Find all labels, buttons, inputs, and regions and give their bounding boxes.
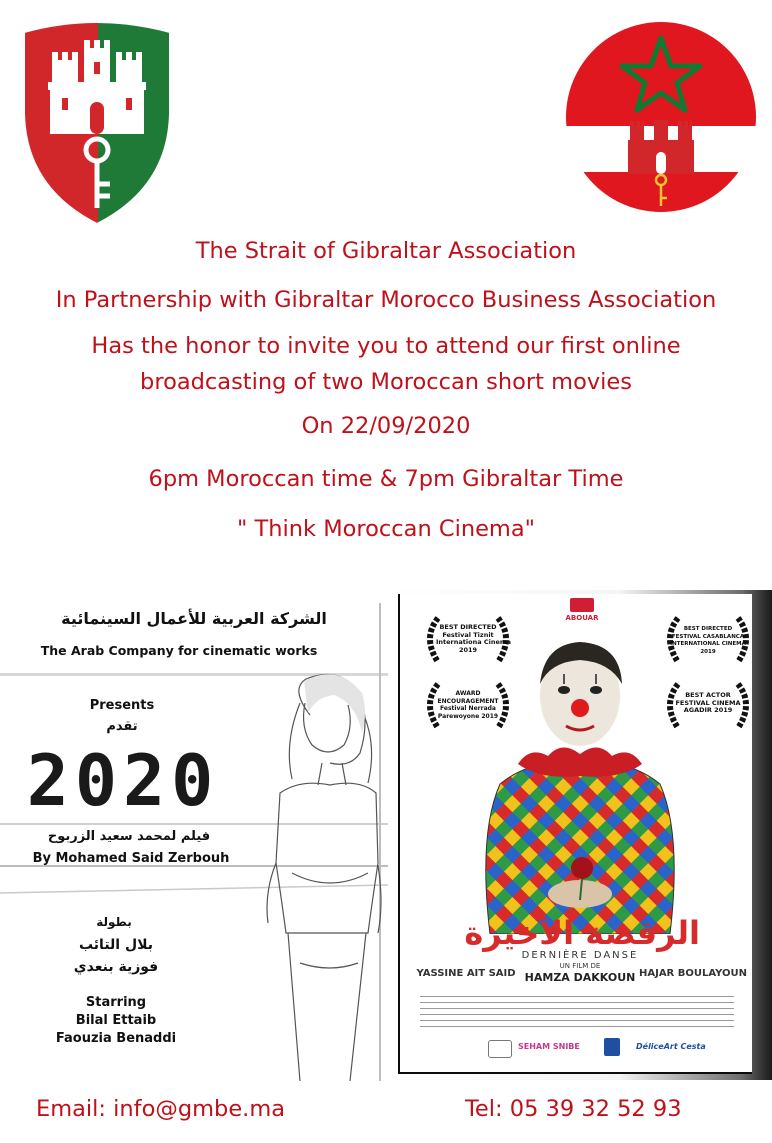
event-date: On 22/09/2020 [301,413,471,439]
invitation-line: Has the honor to invite you to attend our first online [91,333,681,359]
clown-figure [470,634,690,934]
studio-name: ABOUAR [565,614,599,622]
movie-title-arabic: الرقصة الأخيرة [464,914,700,952]
studio-logo-icon [570,598,594,612]
association-name: The Strait of Gibraltar Association [195,238,577,264]
association-shield-logo [18,18,176,226]
actor2-english: Faouzia Benaddi [55,1031,177,1046]
partnership-line: In Partnership with Gibraltar Morocco Business Association [55,287,717,313]
presents-arabic: تقدم [106,719,138,734]
moroccan-flag-emblem [566,22,756,212]
actor1-english: Bilal Ettaib [75,1013,157,1028]
director-name: HAMZA DAKKOUN [524,971,636,984]
starring-english: Starring [85,995,147,1010]
credits-line [420,1014,734,1015]
starring-arabic: بطولة [96,915,132,929]
sponsor-seham-snibe: SEHAM SNIBE [518,1042,580,1051]
film-de-label: UN FILM DE [559,962,601,970]
credits-line [420,1020,734,1021]
actress-sketch [267,675,381,1081]
credits-line [420,1008,734,1009]
clown-nose [571,699,589,717]
movie-title-2020: 2020 [26,740,220,822]
award-3: AWARD ENCOURAGEMENT Festival Nerrada Parewoyone 2019 [437,690,499,720]
company-name-arabic: الشركة العربية للأعمال السينمائية [61,609,327,628]
poster-2020 [0,603,388,1081]
sponsor-delice-art: DéliceArt Cesta [636,1042,706,1051]
rose-icon [571,857,593,879]
credits-line [420,996,734,997]
credits-line [420,1026,734,1027]
award-2: BEST DIRECTED FESTIVAL CASABLANCA INTERNATIONAL CINEMA 2019 [670,626,746,655]
broadcast-line: broadcasting of two Moroccan short movies [140,369,632,395]
hair-shading [304,674,365,733]
actor2-arabic: فوزية بنعدي [73,959,159,975]
movie-title-french: DERNIÈRE DANSE [521,950,639,961]
actor1-arabic: بلال التائب [78,937,153,953]
sponsor-logo-icon [604,1038,620,1056]
credits-line [420,1002,734,1003]
sponsor-logo-icon [488,1040,512,1058]
contact-email[interactable]: Email: info@gmbe.ma [36,1096,286,1122]
award-4: BEST ACTOR FESTIVAL CINEMA AGADIR 2019 [675,691,741,714]
event-time: 6pm Moroccan time & 7pm Gibraltar Time [148,466,624,492]
event-theme: " Think Moroccan Cinema" [237,516,535,542]
poster-derniere-danse [390,590,772,1080]
company-name-english: The Arab Company for cinematic works [40,643,318,658]
presents-english: Presents [89,698,155,713]
contact-phone[interactable]: Tel: 05 39 32 52 93 [465,1096,682,1122]
film-by-english: By Mohamed Said Zerbouh [32,851,230,866]
film-by-arabic: فيلم لمحمد سعيد الزربوح [47,829,211,844]
actor-right: HAJAR BOULAYOUN [638,968,748,979]
award-1: BEST DIRECTED Festival Tiznit Internationa Cinema 2019 [436,623,512,654]
actor-left: YASSINE AIT SAID [416,968,516,979]
